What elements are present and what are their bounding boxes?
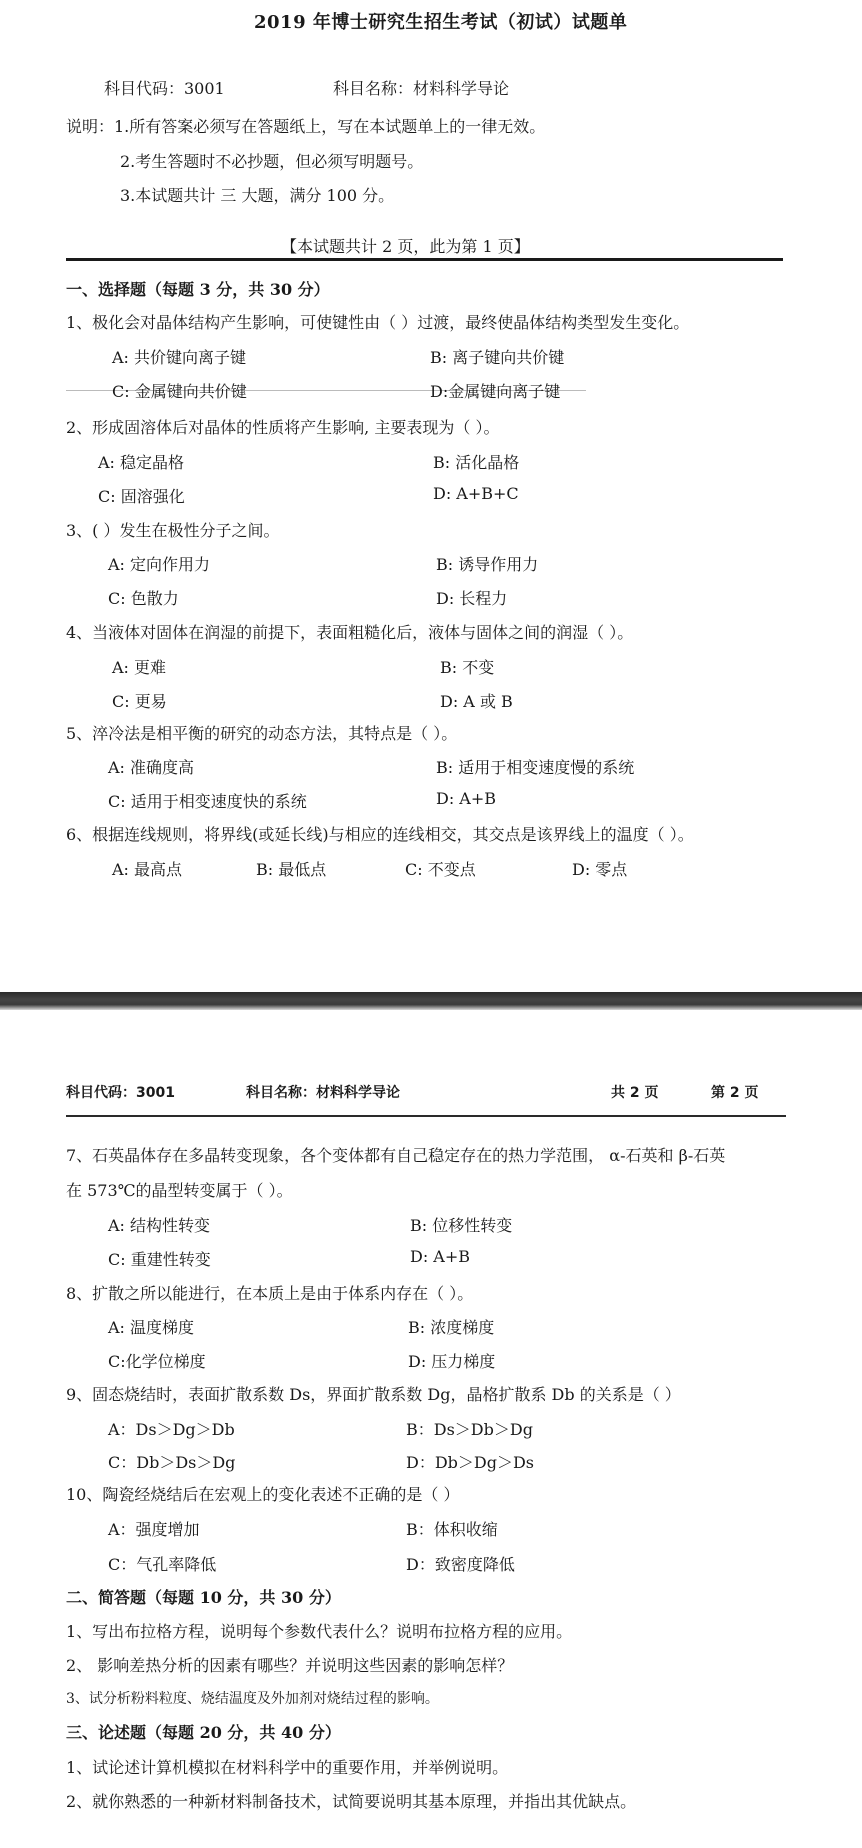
subject-name: 科目名称：材料科学导论 <box>333 79 510 98</box>
question-3-stem: 3、( ）发生在极性分子之间。 <box>66 521 280 540</box>
page-info: 【本试题共计 2 页，此为第 1 页】 <box>281 237 530 256</box>
q2-option-b: B: 活化晶格 <box>433 453 520 472</box>
q6-option-a: A: 最高点 <box>112 860 183 879</box>
page2-page-number: 第 2 页 <box>711 1085 759 1101</box>
subject-code: 科目代码：3001 <box>104 79 225 98</box>
question-10-stem: 10、陶瓷经烧结后在宏观上的变化表述不正确的是（ ） <box>66 1485 460 1504</box>
q10-option-c: C：气孔率降低 <box>108 1555 217 1574</box>
question-8-stem: 8、扩散之所以能进行，在本质上是由于体系内存在（ ）。 <box>66 1284 474 1303</box>
exam-title: 2019 年博士研究生招生考试（初试）试题单 <box>254 12 628 33</box>
note-3: 3.本试题共计 三 大题，满分 100 分。 <box>120 186 395 205</box>
q1-option-c: C: 金属键向共价键 <box>112 382 247 401</box>
q4-option-c: C: 更易 <box>112 692 167 711</box>
short-answer-1: 1、写出布拉格方程，说明每个参数代表什么？说明布拉格方程的应用。 <box>66 1622 573 1641</box>
essay-question-1: 1、试论述计算机模拟在材料科学中的重要作用，并举例说明。 <box>66 1758 509 1777</box>
question-1-stem: 1、极化会对晶体结构产生影响，可使键性由（ ）过渡，最终使晶体结构类型发生变化。 <box>66 313 690 332</box>
q8-option-b: B: 浓度梯度 <box>408 1318 495 1337</box>
note-1: 说明：1.所有答案必须写在答题纸上，写在本试题单上的一律无效。 <box>66 117 546 136</box>
q7-option-c: C: 重建性转变 <box>108 1250 211 1269</box>
q7-option-d: D: A+B <box>410 1247 471 1266</box>
page2-subject-code: 科目代码：3001 <box>66 1085 175 1101</box>
page2-subject-name: 科目名称：材料科学导论 <box>246 1085 400 1101</box>
q6-option-b: B: 最低点 <box>256 860 327 879</box>
q7-option-a: A: 结构性转变 <box>108 1216 211 1235</box>
q9-option-c: C：Db＞Ds＞Dg <box>108 1453 236 1472</box>
q3-option-b: B: 诱导作用力 <box>436 555 539 574</box>
q9-option-d: D：Db＞Dg＞Ds <box>406 1453 535 1472</box>
q5-option-d: D: A+B <box>436 789 497 808</box>
q8-option-d: D: 压力梯度 <box>408 1352 496 1371</box>
q8-option-a: A: 温度梯度 <box>108 1318 195 1337</box>
q2-option-c: C: 固溶强化 <box>98 487 185 506</box>
q10-option-d: D：致密度降低 <box>406 1555 515 1574</box>
section-1-heading: 一、选择题（每题 3 分，共 30 分） <box>66 280 330 299</box>
q5-option-b: B: 适用于相变速度慢的系统 <box>436 758 635 777</box>
q10-option-b: B：体积收缩 <box>406 1520 498 1539</box>
question-5-stem: 5、淬冷法是相平衡的研究的动态方法，其特点是（ ）。 <box>66 724 458 743</box>
q3-option-d: D: 长程力 <box>436 589 508 608</box>
q2-option-a: A: 稳定晶格 <box>98 453 185 472</box>
q8-option-c: C:化学位梯度 <box>108 1352 206 1371</box>
question-2-stem: 2、形成固溶体后对晶体的性质将产生影响, 主要表现为（ ）。 <box>66 418 500 437</box>
q4-option-d: D: A 或 B <box>440 692 513 711</box>
page2-header-rule <box>66 1115 786 1117</box>
question-7-line-2: 在 573℃的晶型转变属于（ ）。 <box>66 1181 293 1200</box>
section-3-heading: 三、论述题（每题 20 分，共 40 分） <box>66 1723 341 1742</box>
page-separator <box>0 992 862 1010</box>
q1-option-d: D:金属键向离子键 <box>430 382 561 401</box>
question-6-stem: 6、根据连线规则，将界线(或延长线)与相应的连线相交，其交点是该界线上的温度（ ）。 <box>66 825 694 844</box>
question-9-stem: 9、固态烧结时，表面扩散系数 Ds，界面扩散系数 Dg，晶格扩散系 Db 的关系是（ ） <box>66 1385 681 1404</box>
q5-option-c: C: 适用于相变速度快的系统 <box>108 792 307 811</box>
essay-question-2: 2、就你熟悉的一种新材料制备技术，试简要说明其基本原理，并指出其优缺点。 <box>66 1792 637 1811</box>
q3-option-a: A: 定向作用力 <box>108 555 211 574</box>
q4-option-b: B: 不变 <box>440 658 495 677</box>
q10-option-a: A：强度增加 <box>108 1520 200 1539</box>
q4-option-a: A: 更难 <box>112 658 167 677</box>
q2-option-d: D: A+B+C <box>433 484 519 503</box>
q1-option-a: A: 共价键向离子键 <box>112 348 247 367</box>
section-2-heading: 二、简答题（每题 10 分，共 30 分） <box>66 1588 341 1607</box>
q7-option-b: B: 位移性转变 <box>410 1216 513 1235</box>
exam-page-2 <box>0 1010 862 1848</box>
q5-option-a: A: 准确度高 <box>108 758 195 777</box>
page2-total-pages: 共 2 页 <box>611 1085 659 1101</box>
q9-option-a: A：Ds＞Dg＞Db <box>108 1420 235 1439</box>
question-7-line-1: 7、石英晶体存在多晶转变现象，各个变体都有自己稳定存在的热力学范围， α-石英和 β-石英 <box>66 1146 726 1165</box>
q3-option-c: C: 色散力 <box>108 589 179 608</box>
q6-option-c: C: 不变点 <box>405 860 476 879</box>
header-rule <box>66 258 783 261</box>
question-4-stem: 4、当液体对固体在润湿的前提下，表面粗糙化后，液体与固体之间的润湿（ ）。 <box>66 623 634 642</box>
q1-option-b: B: 离子键向共价键 <box>430 348 565 367</box>
q9-option-b: B：Ds＞Db＞Dg <box>406 1420 533 1439</box>
short-answer-2: 2、 影响差热分析的因素有哪些？并说明这些因素的影响怎样？ <box>66 1656 514 1675</box>
note-2: 2.考生答题时不必抄题，但必须写明题号。 <box>120 152 424 171</box>
short-answer-3: 3、试分析粉料粒度、烧结温度及外加剂对烧结过程的影响。 <box>66 1691 439 1707</box>
q6-option-d: D: 零点 <box>572 860 628 879</box>
